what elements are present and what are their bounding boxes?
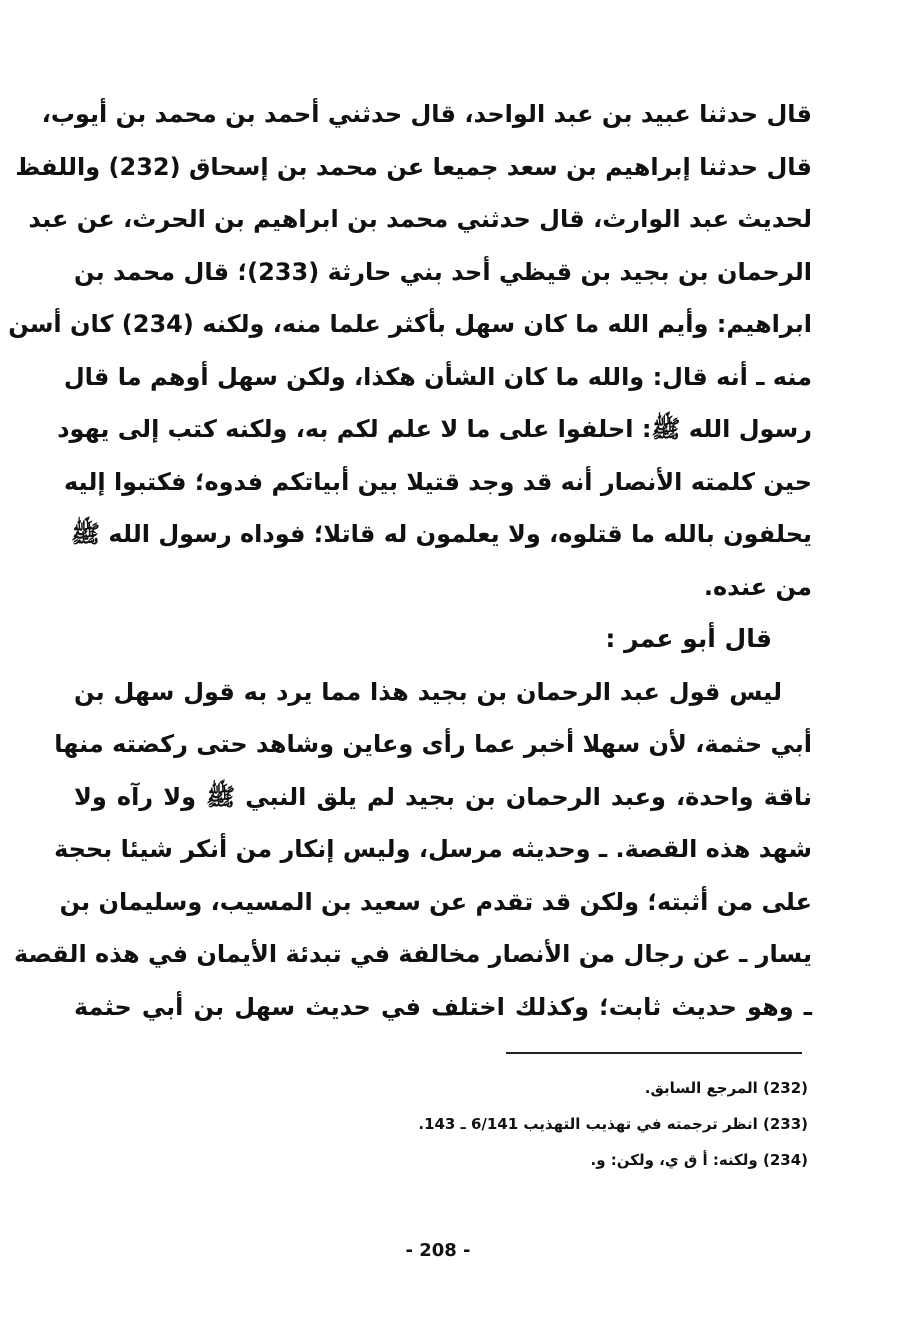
footnote: (232) المرجع السابق. [644, 1079, 808, 1097]
text-line: حين كلمته الأنصار أنه قد وجد قتيلا بين أبياتكم فدوه؛ فكتبوا إليه [64, 467, 812, 496]
text-line: قال حدثنا عبيد بن عبد الواحد، قال حدثني أحمد بن محمد بن أيوب، [41, 100, 812, 128]
footnotes [308, 1070, 808, 1178]
text-line: يسار ـ عن رجال من الأنصار مخالفة في تبدئة الأيمان في هذه القصة [13, 940, 812, 968]
main-text [8, 88, 813, 1033]
text-line: قال حدثنا إبراهيم بن سعد جميعا عن محمد بن إسحاق (232) واللفظ [15, 152, 812, 181]
text-line: من عنده. [703, 572, 812, 601]
text-line: أبي حثمة، لأن سهلا أخبر عما رأى وعاين وشاهد حتى ركضته منها [54, 730, 812, 758]
footnote: (233) انظر ترجمته في تهذيب التهذيب 6/141 ـ 143. [418, 1115, 808, 1133]
footnote-divider [506, 1052, 802, 1054]
text-line: ـ وهو حديث ثابت؛ وكذلك اختلف في حديث سهل بن أبي حثمة [74, 992, 812, 1021]
text-line: الرحمان بن بجيد بن قيظي أحد بني حارثة (233)؛ قال محمد بن [74, 257, 813, 286]
text-line: لحديث عبد الوارث، قال حدثني محمد بن ابراهيم بن الحرث، عن عبد [28, 205, 812, 233]
text-line: ابراهيم: وأيم الله ما كان سهل بأكثر علما منه، ولكنه (234) كان أسن [8, 310, 812, 338]
footnote: (234) ولكنه: أ ق ي، ولكن: و. [590, 1151, 808, 1169]
section-heading: قال أبو عمر : [605, 624, 772, 653]
text-line: على من أثبته؛ ولكن قد تقدم عن سعيد بن المسيب، وسليمان بن [59, 887, 812, 916]
text-line: ناقة واحدة، وعبد الرحمان بن بجيد لم يلق النبي ﷺ ولا رآه ولا [74, 782, 812, 811]
text-line: منه ـ أنه قال: والله ما كان الشأن هكذا، ولكن سهل أوهم ما قال [63, 362, 812, 391]
text-line: شهد هذه القصة. ـ وحديثه مرسل، وليس إنكار من أنكر شيئا بحجة [54, 835, 812, 863]
text-line: رسول الله ﷺ: احلفوا على ما لا علم لكم به، ولكنه كتب إلى يهود [57, 415, 812, 443]
text-line: ليس قول عبد الرحمان بن بجيد هذا مما يرد به قول سهل بن [74, 677, 782, 706]
page-number: - 208 - [405, 1240, 471, 1261]
text-line: يحلفون بالله ما قتلوه، ولا يعلمون له قاتلا؛ فوداه رسول الله ﷺ [71, 520, 812, 548]
